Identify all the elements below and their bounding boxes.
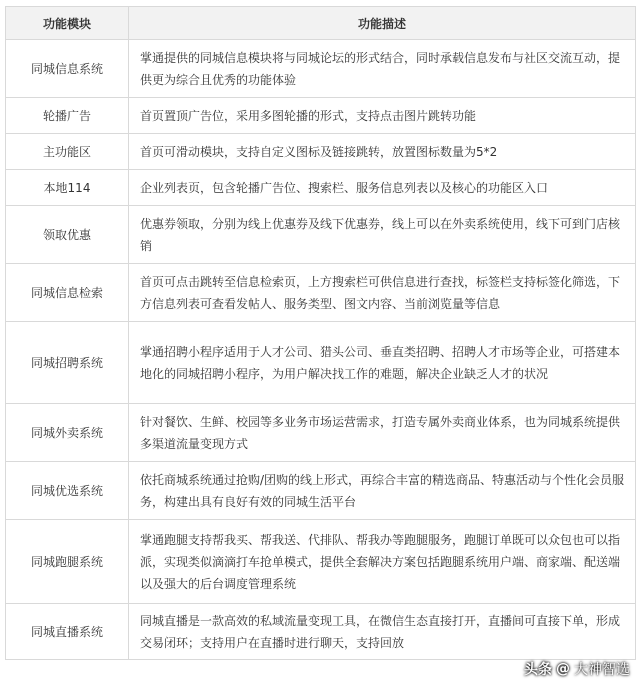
module-cell: 同城外卖系统	[6, 404, 129, 462]
watermark-author: 大神智选	[574, 662, 630, 678]
module-cell: 同城信息检索	[6, 264, 129, 322]
table-row	[6, 170, 636, 206]
feature-table	[5, 6, 636, 660]
module-cell: 轮播广告	[6, 98, 129, 134]
module-cell: 同城跑腿系统	[6, 520, 129, 604]
table-row	[6, 462, 636, 520]
module-cell: 同城招聘系统	[6, 322, 129, 404]
at-symbol: @	[556, 661, 570, 677]
header-description: 功能描述	[129, 7, 636, 40]
description-cell: 掌通提供的同城信息模块将与同城论坛的形式结合，同时承载信息发布与社区交流互动，提供更为综合且优秀的功能体验	[129, 40, 636, 98]
description-cell: 优惠券领取，分别为线上优惠券及线下优惠券，线上可以在外卖系统使用，线下可到门店核销	[129, 206, 636, 264]
table-row	[6, 98, 636, 134]
module-cell: 领取优惠	[6, 206, 129, 264]
table-row	[6, 322, 636, 404]
table-row	[6, 404, 636, 462]
table-row	[6, 264, 636, 322]
table-row	[6, 134, 636, 170]
module-cell: 本地114	[6, 170, 129, 206]
description-cell: 企业列表页，包含轮播广告位、搜索栏、服务信息列表以及核心的功能区入口	[129, 170, 636, 206]
description-cell: 首页置顶广告位，采用多图轮播的形式，支持点击图片跳转功能	[129, 98, 636, 134]
description-cell: 首页可点击跳转至信息检索页，上方搜索栏可供信息进行查找，标签栏支持标签化筛选，下方信息列表可查看发帖人、服务类型、图文内容、当前浏览量等信息	[129, 264, 636, 322]
module-cell: 主功能区	[6, 134, 129, 170]
watermark	[524, 659, 630, 679]
description-cell: 同城直播是一款高效的私域流量变现工具，在微信生态直接打开，直播间可直接下单，形成交易闭环；支持用户在直播时进行聊天，支持回放	[129, 604, 636, 660]
description-cell: 掌通招聘小程序适用于人才公司、猎头公司、垂直类招聘、招聘人才市场等企业，可搭建本地化的同城招聘小程序，为用户解决找工作的难题，解决企业缺乏人才的状况	[129, 322, 636, 404]
module-cell: 同城直播系统	[6, 604, 129, 660]
table-row	[6, 520, 636, 604]
description-cell: 针对餐饮、生鲜、校园等多业务市场运营需求，打造专属外卖商业体系，也为同城系统提供多渠道流量变现方式	[129, 404, 636, 462]
header-module: 功能模块	[6, 7, 129, 40]
header-row	[6, 7, 636, 40]
description-cell: 掌通跑腿支持帮我买、帮我送、代排队、帮我办等跑腿服务，跑腿订单既可以众包也可以指派，实现类似滴滴打车抢单模式，提供全套解决方案包括跑腿系统用户端、商家端、配送端以及强大的后台调度管理系统	[129, 520, 636, 604]
module-cell: 同城信息系统	[6, 40, 129, 98]
description-cell: 依托商城系统通过抢购/团购的线上形式，再综合丰富的精选商品、特惠活动与个性化会员服务，构建出具有良好有效的同城生活平台	[129, 462, 636, 520]
table-row	[6, 604, 636, 660]
module-cell: 同城优选系统	[6, 462, 129, 520]
description-cell: 首页可滑动模块，支持自定义图标及链接跳转，放置图标数量为5*2	[129, 134, 636, 170]
table-row	[6, 206, 636, 264]
table-row	[6, 40, 636, 98]
toutiao-logo: 头条	[524, 662, 552, 678]
